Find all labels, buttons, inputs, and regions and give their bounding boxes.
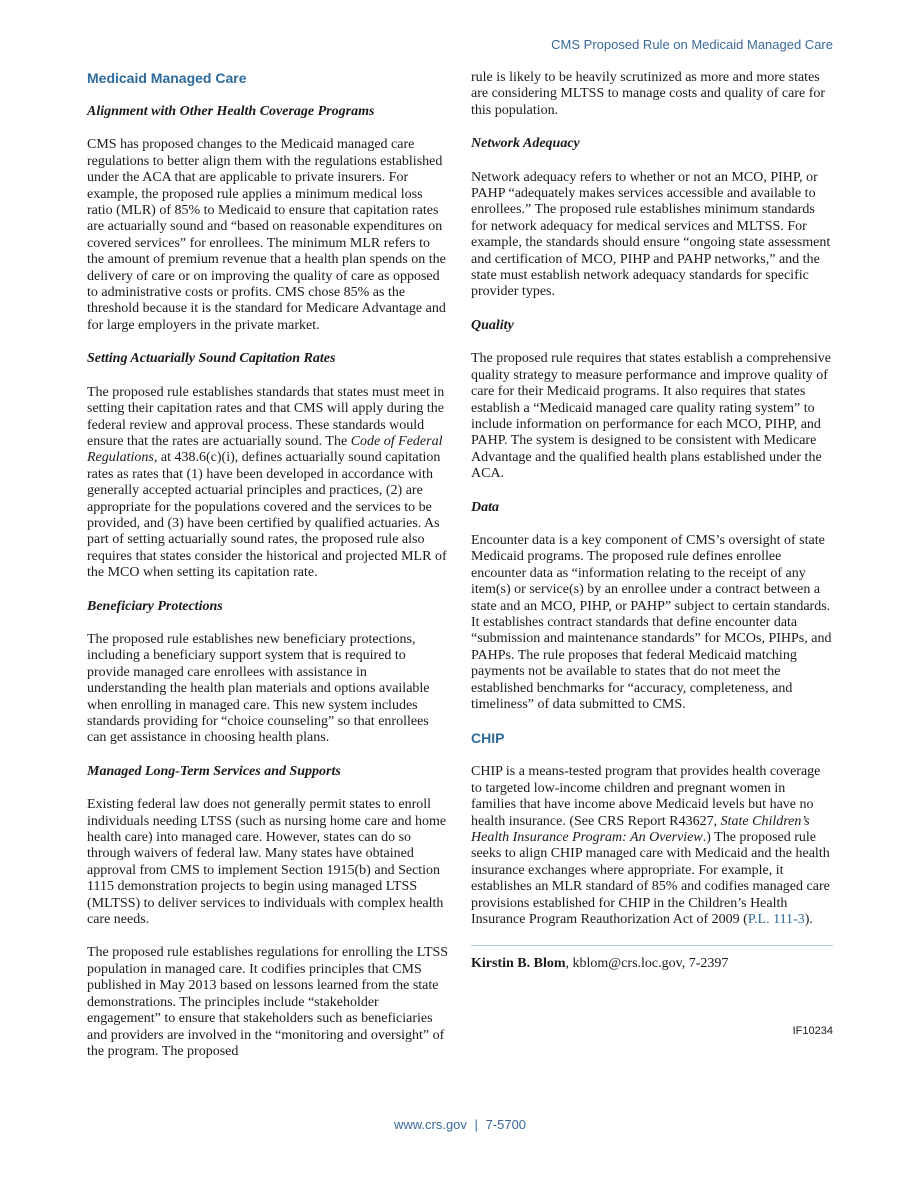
paragraph-data: Encounter data is a key component of CMS’s oversight of state Medicaid programs. The proposed rule defines enrollee encounter data as “information relating to the receipt of any item(s) or service(s) by an enrollee under a contract between a state and an MCO, PIHP, or PAHP” subject to certain standards. It establishes contract standards that define encounter data “submission and maintenance standards” for MCOs, PIHPs, and PAHPs. The rule proposes that federal Medicaid matching payments not be available to states that do not meet the established benchmarks for “accuracy, completeness, and timeliness” of data submitted to CMS. [471,532,832,712]
left-column [87,70,449,1077]
footer-phone: 7-5700 [485,1117,527,1132]
subheading-alignment: Alignment with Other Health Coverage Programs [87,104,375,119]
paragraph-ltss-2: The proposed rule establishes regulations for enrolling the LTSS population in managed care. It codifies principles that CMS published in May 2013 based on lessons learned from the state demonstrations. The principles include “stakeholder engagement” to ensure that stakeholders such as beneficiaries and providers are involved in the “monitoring and oversight” of the program. The proposed [87,945,449,1059]
crs-report-title: State Children’s Health Insurance Program: An Overview [471,813,810,846]
author-contact: , kblom@crs.loc.gov, 7-2397 [565,956,729,972]
section-heading-medicaid: Medicaid Managed Care [87,70,247,86]
chip-text-b: .) The proposed rule seeks to align CHIP managed care with Medicaid and the health insurance exchanges where appropriate. For example, it establishes an MLR standard of 85% and codifies managed care provisions established for CHIP in the Children’s Health Insurance Program Reauthorization Act of 2009 ( [471,830,830,928]
paragraph-beneficiary: The proposed rule establishes new beneficiary protections, including a beneficiary support system that is required to provide managed care enrollees with assistance in understanding the health plan materials and options available when enrolling in managed care. This new system includes standards providing for “choice counseling” so that enrollees can get assistance in choosing health plans. [87,631,430,746]
document-id: IF10234 [792,1025,833,1037]
author-divider [471,945,833,946]
subheading-capitation: Setting Actuarially Sound Capitation Rates [87,351,336,367]
subheading-quality: Quality [471,317,514,333]
footer-separator: | [474,1117,478,1132]
footer-site-link[interactable]: www.crs.gov [393,1117,467,1132]
paragraph-ltss-continued: rule is likely to be heavily scrutinized as more and more states are considering MLTSS to manage costs and quality of care for this population. [471,70,826,118]
subheading-ltss: Managed Long-Term Services and Supports [87,763,341,779]
subheading-network: Network Adequacy [471,136,580,152]
paragraph-chip [471,764,833,928]
author-line [471,956,833,972]
chip-text-c: ). [804,912,813,928]
section-heading-chip: CHIP [471,730,505,747]
cfr-title: Code of Federal Regulations [87,433,443,466]
paragraph-quality: The proposed rule requires that states establish a comprehensive quality strategy to measure performance and improve quality of care for their Medicaid programs. It also requires that states establish a “Medicaid managed care quality rating system” to include information on performance for each MCO, PIHP, and PAHP. The system is designed to be consistent with Medicare Advantage and the qualified health plans established under the ACA. [471,351,831,482]
paragraph-ltss-1: Existing federal law does not generally permit states to enroll individuals needing LTSS (such as nursing home care and home health care) into managed care. However, states can do so through waivers of federal law. Many states have obtained approval from CMS to implement Section 1915(b) and Section 1115 demonstration projects to begin using managed LTSS (MLTSS) to deliver services to individuals with complex health care needs. [87,797,447,928]
page-footer [0,1117,920,1132]
subheading-beneficiary: Beneficiary Protections [87,598,223,614]
public-law-link[interactable]: P.L. 111-3 [747,912,805,928]
subheading-data: Data [471,499,499,515]
right-column [471,70,833,990]
paragraph-network: Network adequacy refers to whether or not an MCO, PIHP, or PAHP “adequately makes services accessible and available to enrollees.” The proposed rule establishes minimum standards for network adequacy for medical services and MLTSS. For example, the standards should ensure “ongoing state assessment and certification of MCO, PIHP and PAHP networks,” and the state must establish network adequacy standards for specific provider types. [471,169,831,300]
paragraph-alignment: CMS has proposed changes to the Medicaid managed care regulations to better align them with the regulations established under the ACA that are applicable to private insurers. For example, the proposed rule applies a minimum medical loss ratio (MLR) of 85% to Medicaid to ensure that capitation rates are actuarially sound and “based on reasonable expenditures on covered services” for enrollees. The minimum MLR refers to the amount of premium revenue that a health plan spends on the delivery of care or on improving the quality of care as opposed to administrative costs or profits. CMS chose 85% as the threshold because it is the standard for Medicare Advantage and for large employers in the private market. [87,137,446,333]
paragraph-capitation [87,385,449,582]
chip-text-a: CHIP is a means-tested program that provides health coverage to targeted low-income children and pregnant women in families that have income above Medicaid levels but have no health insurance. (See CRS Report R43627, [471,764,821,829]
running-header: CMS Proposed Rule on Medicaid Managed Care [551,37,833,52]
capitation-text-b: , at 438.6(c)(i), defines actuarially sound capitation rates as rates that (1) have been developed in accordance with generally accepted actuarial principles and practices, (2) are appropriate for the populations covered and the services to be provided, and (3) have been certified by qualified actuaries. As part of setting actuarially sound rates, the proposed rule also requires that states consider the historical and projected MLR of the MCO when setting its capitation rate. [87,450,447,581]
capitation-text-a: The proposed rule establishes standards that states must meet in setting their capitation rates and that CMS will apply during the federal review and approval process. These standards would ensure that the rates are actuarially sound. The [87,384,445,449]
author-name: Kirstin B. Blom [471,956,566,972]
